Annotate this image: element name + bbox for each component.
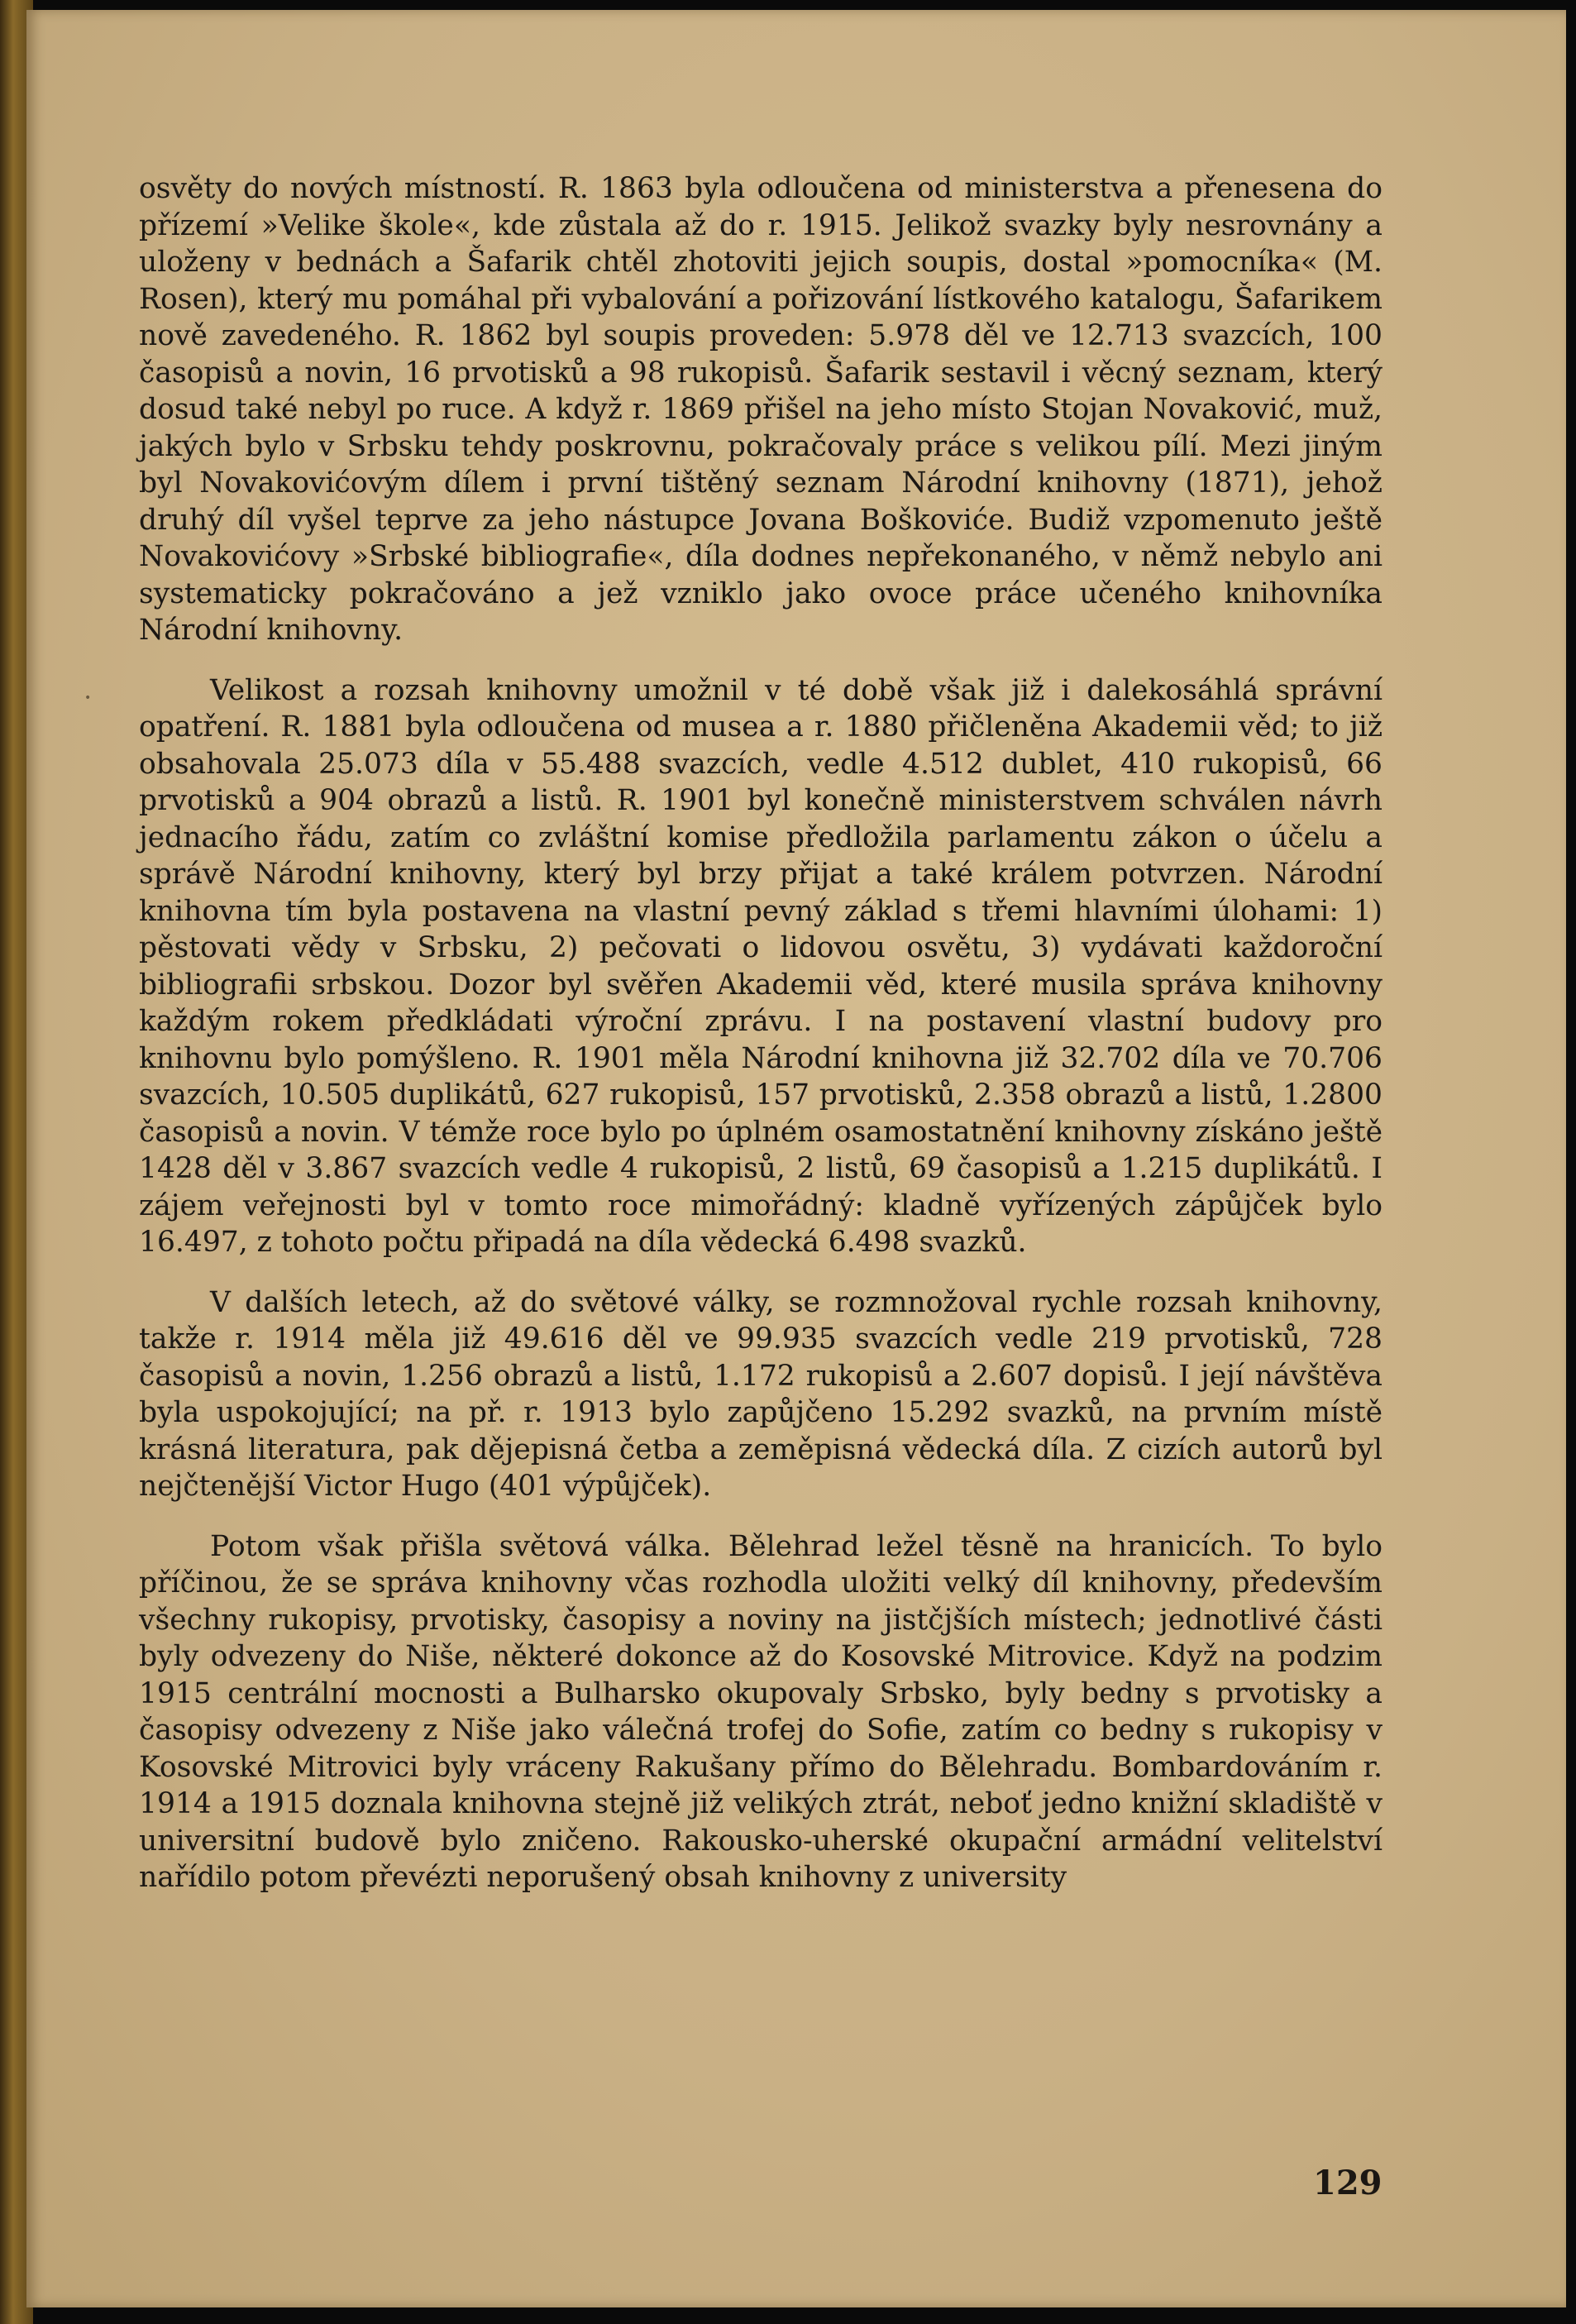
paragraph-1: osvěty do nových místností. R. 1863 byla odloučena od ministerstva a přenesena do přízemí »Velike škole«, kde zůstala až do r. 1915. Jelikož svazky byly nesrovnány a uloženy v bednách a Šafarik chtěl zhotoviti jejich soupis, dostal »pomocníka« (M. Rosen), který mu pomáhal při vybalování a pořizování lístkového katalogu, Šafarikem nově zavedeného. R. 1862 byl soupis proveden: 5.978 děl ve 12.713 svazcích, 100 časopisů a novin, 16 prvotisků a 98 rukopisů. Šafarik sestavil i věcný seznam, který dosud také nebyl po ruce. A když r. 1869 přišel na jeho místo Stojan Novaković, muž, jakých bylo v Srbsku tehdy poskrovnu, pokračovaly práce s velikou pílí. Mezi jiným byl Novakovićovým dílem i první tištěný seznam Národní knihovny (1871), jehož druhý díl vyšel teprve za jeho nástupce Jovana Boškoviće. Budiž vzpomenuto ještě Novakovićovy »Srbské bibliografie«, díla dodnes nepřekonaného, v němž nebylo ani systematicky pokračováno a jež vzniklo jako ovoce práce učeného knihovníka Národní knihovny. [139, 172, 1383, 647]
page-number: 129 [1313, 2164, 1383, 2202]
margin-mark: • [84, 691, 92, 705]
paragraph-2: Velikost a rozsah knihovny umožnil v té době však již i dalekosáhlá správní opatření. R. 1881 byla odloučena od musea a r. 1880 přičleněna Akademii věd; to již obsahovala 25.073 díla v 55.488 svazcích, vedle 4.512 dublet, 410 rukopisů, 66 prvotisků a 904 obrazů a listů. R. 1901 byl konečně ministerstvem schválen návrh jednacího řádu, zatím co zvláštní komise předložila parlamentu zákon o účelu a správě Národní knihovny, který byl brzy přijat a také králem potvrzen. Národní knihovna tím byla postavena na vlastní pevný základ s třemi hlavními úlohami: 1) pěstovati vědy v Srbsku, 2) pečovati o lidovou osvětu, 3) vydávati každoroční bibliografii srbskou. Dozor byl svěřen Akademii věd, které musila správa knihovny každým rokem předkládati výroční zprávu. I na postavení vlastní budovy pro knihovnu bylo pomýšleno. R. 1901 měla Národní knihovna již 32.702 díla ve 70.706 svazcích, 10.505 duplikátů, 627 rukopisů, 157 prvotisků, 2.358 obrazů a listů, 1.2800 časopisů a novin. V témže roce bylo po úplném osamostatnění knihovny získáno ještě 1428 děl v 3.867 svazcích vedle 4 rukopisů, 2 listů, 69 časopisů a 1.215 duplikátů. I zájem veřejnosti byl v tomto roce mimořádný: kladně vyřízených zápůjček bylo 16.497, z tohoto počtu připadá na díla vědecká 6.498 svazků. [139, 673, 1383, 1259]
body-text [139, 170, 1383, 1896]
paragraph-3: V dalších letech, až do světové války, se rozmnožoval rychle rozsah knihovny, takže r. 1914 měla již 49.616 děl ve 99.935 svazcích vedle 219 prvotisků, 728 časopisů a novin, 1.256 obrazů a listů, 1.172 rukopisů a 2.607 dopisů. I její návštěva byla uspokojující; na př. r. 1913 bylo zapůjčeno 15.292 svazků, na prvním místě krásná literatura, pak dějepisná četba a zeměpisná vědecká díla. Z cizích autorů byl nejčtenější Victor Hugo (401 výpůjček). [139, 1285, 1383, 1503]
paragraph-4: Potom však přišla světová válka. Bělehrad ležel těsně na hranicích. To bylo příčinou, že se správa knihovny včas rozhodla uložiti velký díl knihovny, především všechny rukopisy, prvotisky, časopisy a noviny na jistčjších místech; jednotlivé části byly odvezeny do Niše, některé dokonce až do Kosovské Mitrovice. Když na podzim 1915 centrální mocnosti a Bulharsko okupovaly Srbsko, byly bedny s prvotisky a časopisy odvezeny z Niše jako válečná trofej do Sofie, zatím co bedny s rukopisy v Kosovské Mitrovici byly vráceny Rakušany přímo do Bělehradu. Bombardováním r. 1914 a 1915 doznala knihovna stejně již velikých ztrát, neboť jedno knižní skladiště v universitní budově bylo zničeno. Rakousko-uherské okupační armádní velitelství nařídilo potom převézti neporušený obsah knihovny z university [139, 1529, 1383, 1894]
